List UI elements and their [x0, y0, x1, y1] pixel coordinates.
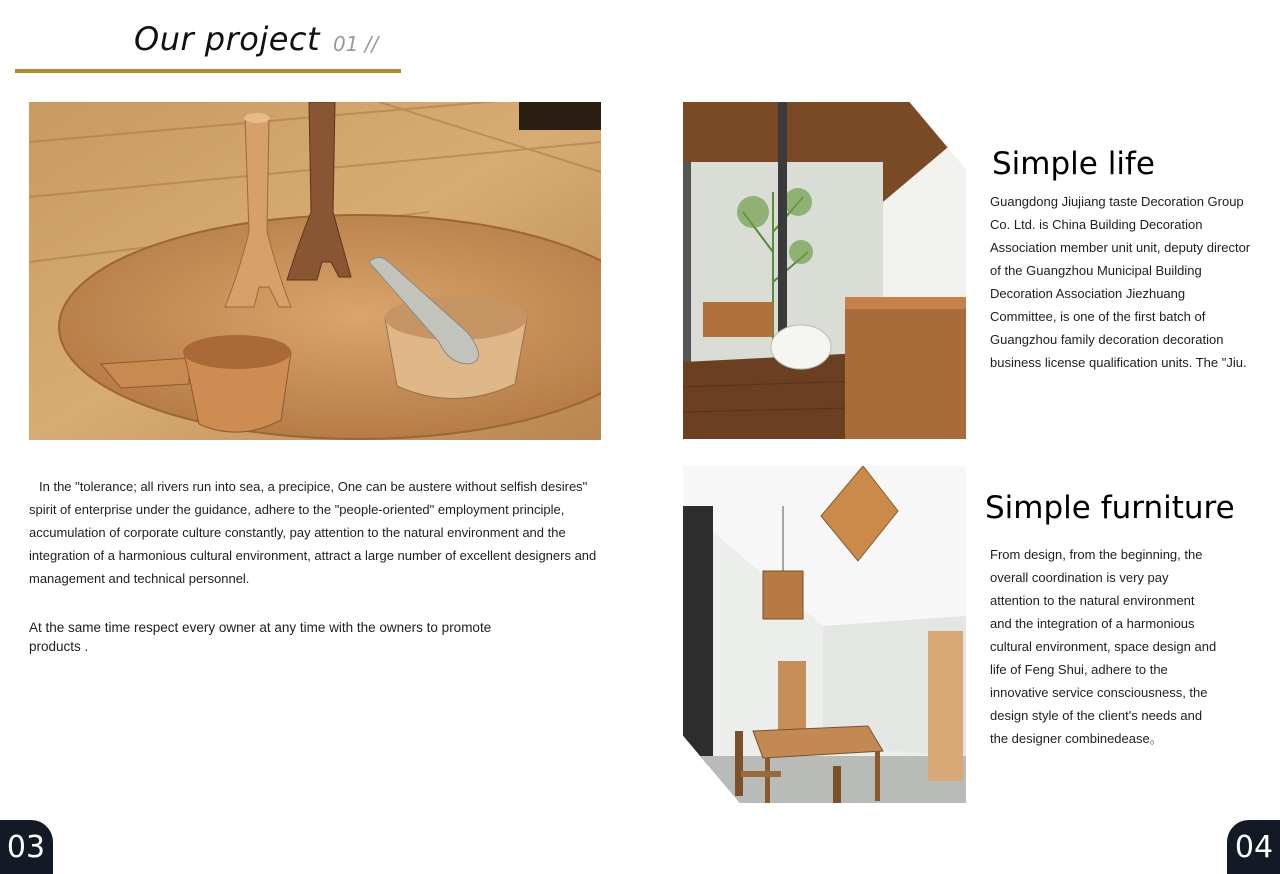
wooden-tableware-photo — [29, 102, 601, 440]
closing-paragraph — [29, 618, 529, 656]
text-line: Association member unit unit, deputy director — [990, 240, 1251, 255]
text-line: integration of a harmonious cultural environment, attract a large number of excellent designers and — [29, 548, 597, 563]
text-line: products . — [29, 639, 89, 654]
dining-room-photo — [683, 466, 966, 803]
intro-paragraph — [29, 475, 609, 590]
simple-furniture-heading: Simple furniture — [985, 490, 1235, 526]
simple-life-heading: Simple life — [992, 146, 1155, 182]
text-line: management and technical personnel. — [29, 571, 250, 586]
text-line: cultural environment, space design and — [990, 639, 1217, 654]
text-line: business license qualification units. The "Jiu. — [990, 355, 1247, 370]
text-line: of the Guangzhou Municipal Building — [990, 263, 1202, 278]
text-line: and the integration of a harmonious — [990, 616, 1195, 631]
page-number-right: 04 — [1227, 820, 1280, 874]
text-line: Decoration Association Jiezhuang — [990, 286, 1186, 301]
text-line: accumulation of corporate culture constantly, pay attention to the natural environment and the — [29, 525, 566, 540]
page-number-left: 03 — [0, 820, 53, 874]
text-line: spirit of enterprise under the guidance, adhere to the "people-oriented" employment principle, — [29, 502, 565, 517]
text-line: attention to the natural environment — [990, 593, 1195, 608]
section-title: Our project — [134, 20, 321, 58]
simple-life-text — [990, 190, 1265, 374]
bathroom-courtyard-photo — [683, 102, 966, 439]
text-line: innovative service consciousness, the — [990, 685, 1208, 700]
section-number: 01 // — [333, 32, 379, 56]
text-line: overall coordination is very pay — [990, 570, 1169, 585]
text-line: design style of the client's needs and — [990, 708, 1203, 723]
text-line: Co. Ltd. is China Building Decoration — [990, 217, 1203, 232]
text-line: Guangzhou family decoration decoration — [990, 332, 1224, 347]
text-line: life of Feng Shui, adhere to the — [990, 662, 1168, 677]
text-line: In the "tolerance; all rivers run into sea, a precipice, One can be austere without selfish desires" — [39, 479, 588, 494]
text-line: Guangdong Jiujiang taste Decoration Group — [990, 194, 1244, 209]
simple-furniture-text — [990, 543, 1230, 750]
text-line: Committee, is one of the first batch of — [990, 309, 1206, 324]
text-line: At the same time respect every owner at any time with the owners to promote — [29, 620, 492, 635]
header-underline — [15, 69, 401, 73]
text-line: the designer combinedease。 — [990, 731, 1163, 746]
text-line: From design, from the beginning, the — [990, 547, 1203, 562]
